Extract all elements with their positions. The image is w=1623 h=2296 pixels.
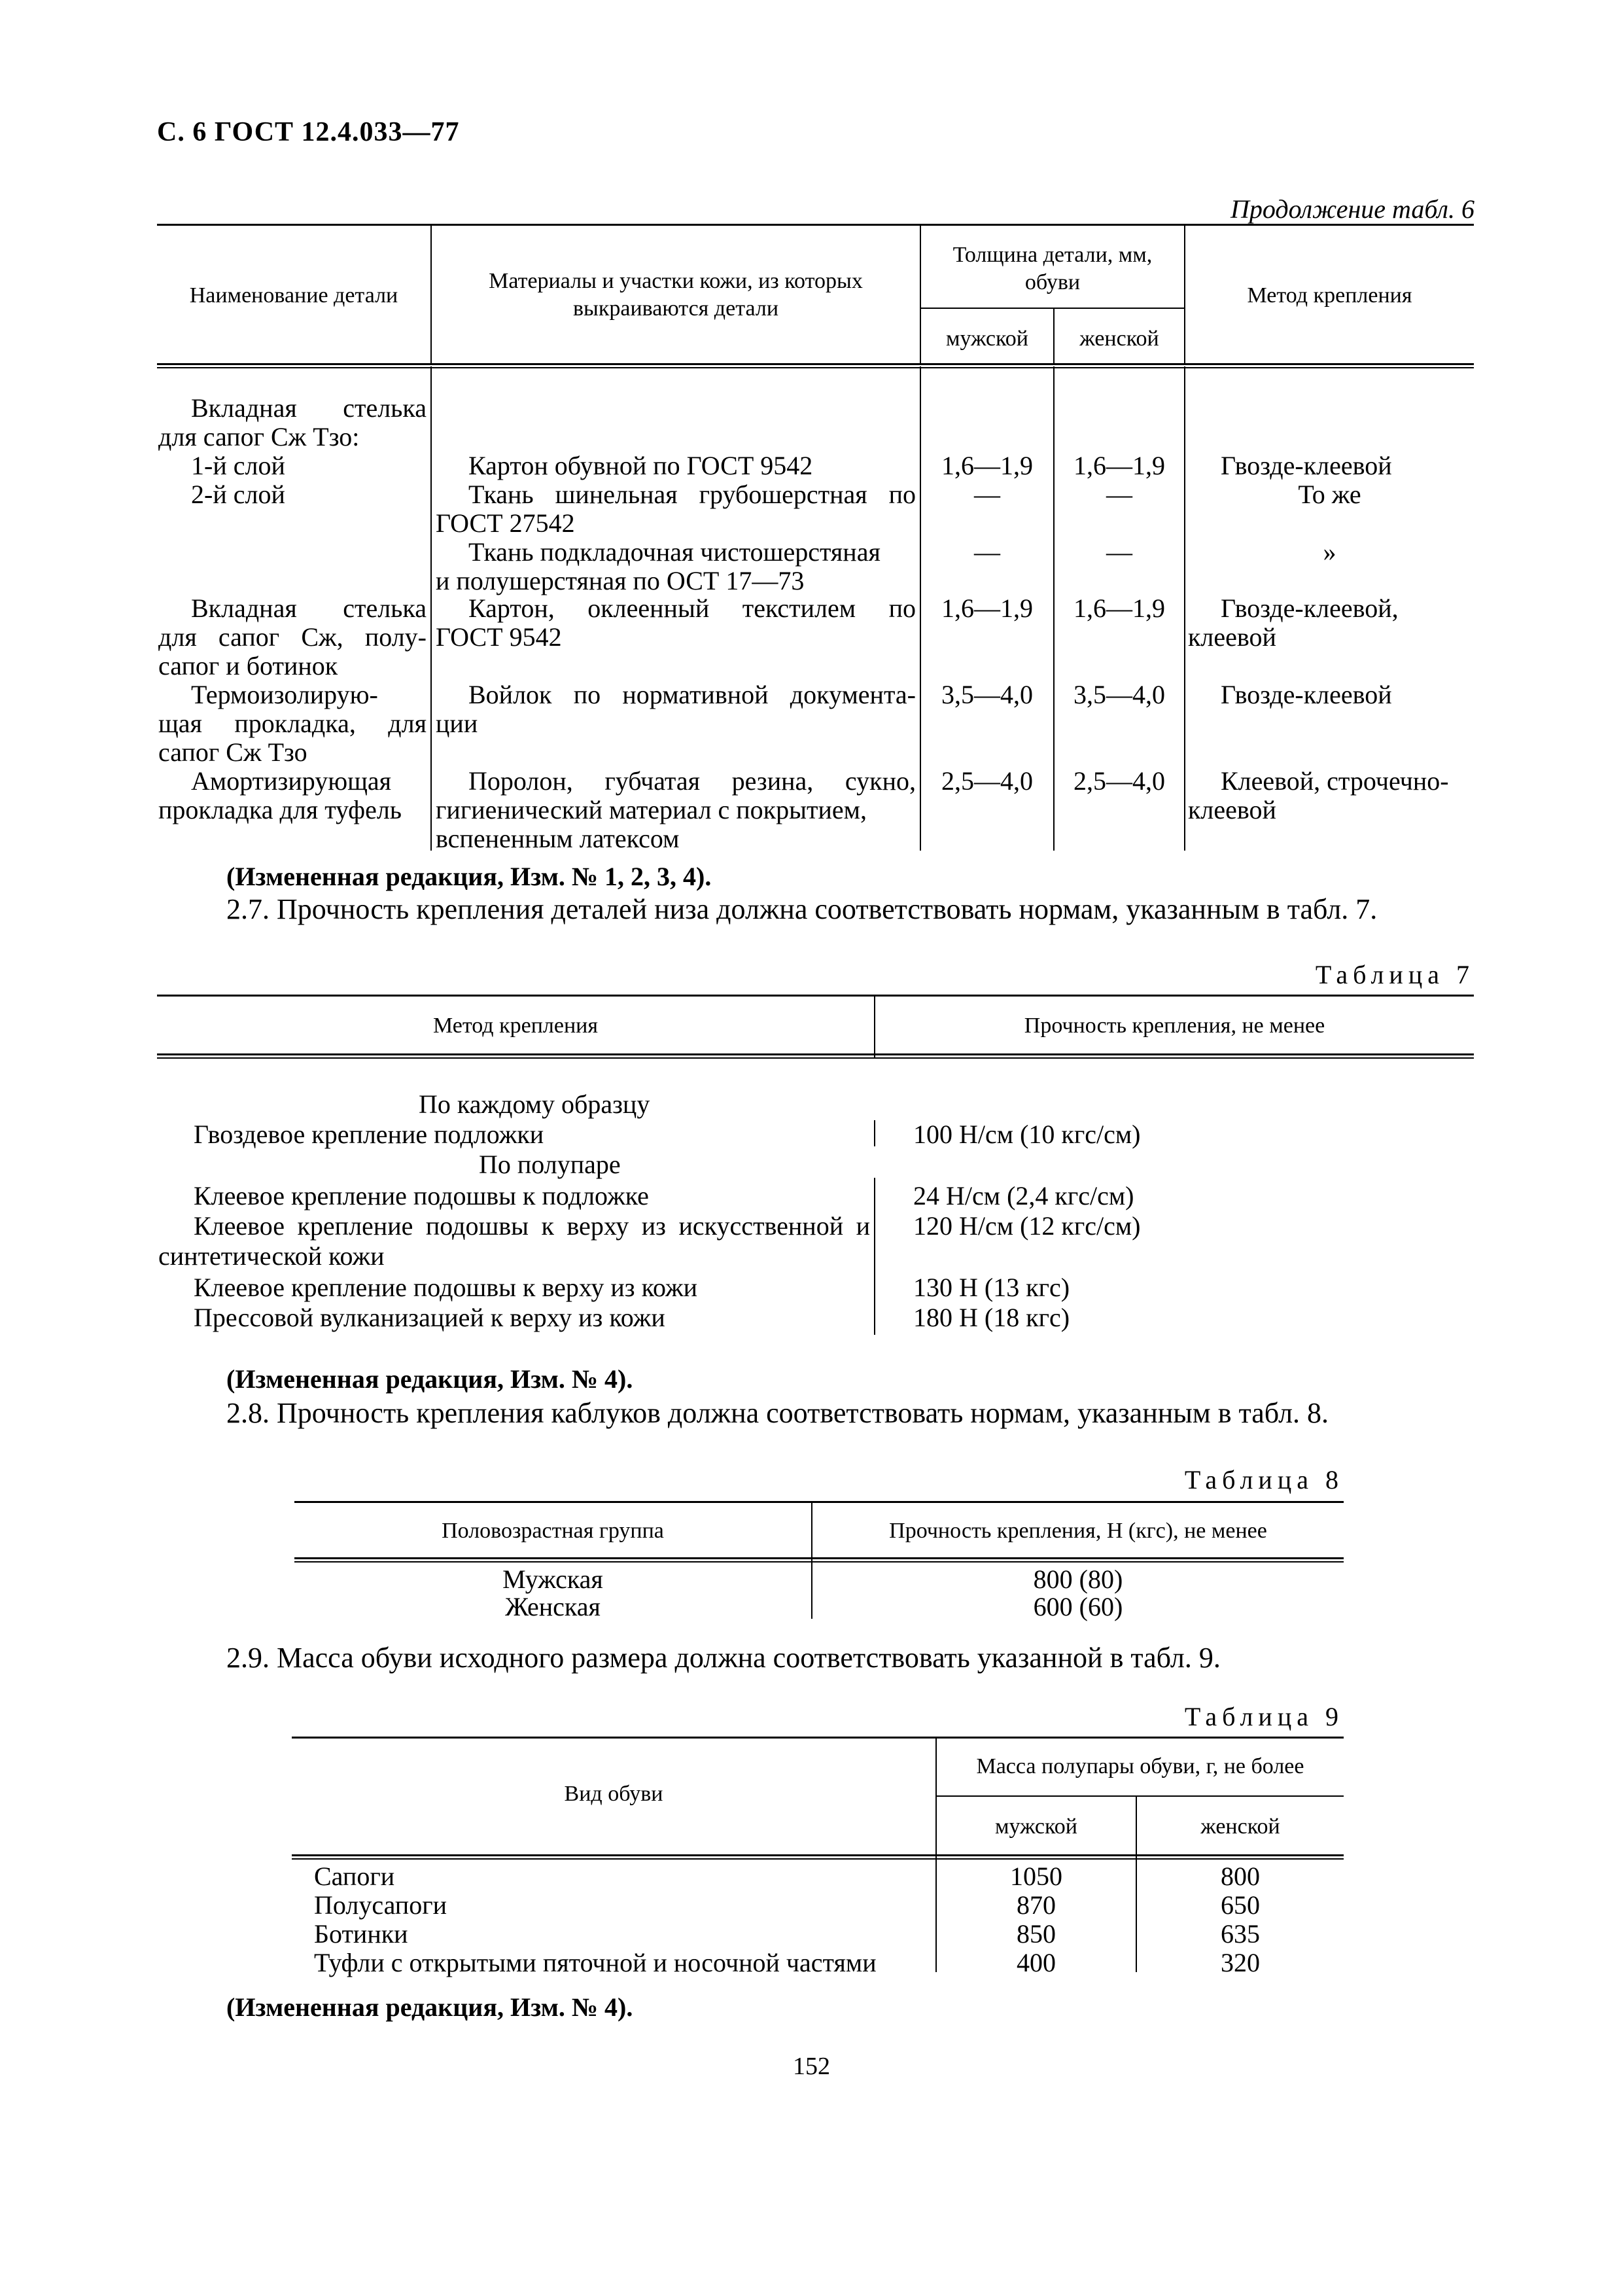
column-header: Половозрастная группа xyxy=(442,1519,664,1543)
table-cell: Клеевое крепление подошвы к подложке xyxy=(194,1181,649,1210)
column-header: Прочность крепления, не менее xyxy=(1024,1014,1325,1038)
table-cell: 800 xyxy=(1221,1862,1260,1891)
table-cell: 3,5—4,0 xyxy=(941,680,1033,709)
table-subheading: По полупаре xyxy=(479,1150,621,1179)
table-cell: Мужская xyxy=(502,1564,603,1594)
table-cell: — xyxy=(974,537,1000,567)
page-number: 152 xyxy=(793,2053,830,2080)
table-cell: — xyxy=(1106,480,1132,509)
table-cell: 870 xyxy=(1017,1890,1056,1920)
column-header: мужской xyxy=(994,1814,1078,1839)
table-cell: Сапоги xyxy=(314,1862,395,1891)
table-cell: Амортизирующая xyxy=(191,766,392,796)
table-cell: 24 Н/см (2,4 кгс/см) xyxy=(913,1181,1134,1210)
amendment-note: (Измененная редакция, Изм. № 4). xyxy=(226,1364,633,1394)
table-cell: Гвоздевое крепление подложки xyxy=(194,1120,544,1149)
table-cell: 2,5—4,0 xyxy=(1073,766,1165,796)
column-header: Прочность крепления, Н (кгс), не менее xyxy=(889,1519,1267,1543)
column-header: выкраиваются детали xyxy=(572,296,779,321)
table-caption: Таблица 7 xyxy=(1315,960,1475,989)
table-6-top-rule xyxy=(157,224,1474,226)
table-cell: Клеевое крепление подошвы к верху из кожи xyxy=(194,1273,698,1302)
table-cell: 2,5—4,0 xyxy=(941,766,1033,796)
table-cell: 800 (80) xyxy=(1033,1564,1123,1594)
column-header: женской xyxy=(1200,1814,1280,1839)
table-cell: 3,5—4,0 xyxy=(1073,680,1165,709)
table-cell: 635 xyxy=(1221,1919,1260,1949)
table-cell: Термоизолирую- xyxy=(191,680,378,709)
table-6-header-rule xyxy=(157,363,1474,365)
table-cell: Войлок по нормативной документа- xyxy=(468,680,916,709)
table-cell: Картон обувной по ГОСТ 9542 xyxy=(468,451,813,480)
table-cell: синтетической кожи xyxy=(158,1241,385,1271)
column-header: женской xyxy=(1079,327,1159,351)
table-cell: Гвозде-клеевой xyxy=(1221,680,1392,709)
table-cell: сапог и ботинок xyxy=(158,651,338,680)
table-cell: Прессовой вулканизацией к верху из кожи xyxy=(194,1303,665,1332)
table-cell: 130 Н (13 кгс) xyxy=(913,1273,1070,1302)
table-cell: ГОСТ 27542 xyxy=(436,508,575,538)
table-cell: 650 xyxy=(1221,1890,1260,1920)
table-cell: 1,6—1,9 xyxy=(941,451,1033,480)
table-cell: 1,6—1,9 xyxy=(941,593,1033,623)
table-cell: 1,6—1,9 xyxy=(1073,593,1165,623)
table-cell: Ткань шинельная грубошерстная по xyxy=(468,480,916,509)
table-cell: клеевой xyxy=(1188,622,1276,652)
table-caption: Таблица 8 xyxy=(1184,1465,1344,1494)
table-6-vline xyxy=(430,224,432,365)
table-9-subheader-rule xyxy=(935,1795,1344,1797)
paragraph-2-8: 2.8. Прочность крепления каблуков должна соответствовать нормам, указанным в табл. 8. xyxy=(226,1397,1329,1429)
table-cell: щая прокладка, для xyxy=(158,709,427,738)
table-cell: 100 Н/см (10 кгс/см) xyxy=(913,1120,1141,1149)
table-cell: для сапог Сж Тзо: xyxy=(158,422,360,451)
column-header: Материалы и участки кожи, из которых xyxy=(489,269,863,293)
table-cell: 1-й слой xyxy=(191,451,285,480)
table-cell: 180 Н (18 кгс) xyxy=(913,1303,1070,1332)
table-6-header-rule-2 xyxy=(157,367,1474,368)
table-8-header-rule-2 xyxy=(294,1561,1344,1563)
table-cell: 1050 xyxy=(1010,1862,1062,1891)
table-cell: прокладка для туфель xyxy=(158,795,402,824)
table-8-top-rule xyxy=(294,1501,1344,1503)
table-cell: 600 (60) xyxy=(1033,1592,1123,1621)
amendment-note: (Измененная редакция, Изм. № 1, 2, 3, 4). xyxy=(226,862,712,891)
table-cell: Вкладная стелька xyxy=(191,393,427,423)
table-9-header-rule xyxy=(292,1854,1344,1856)
table-cell: Полусапоги xyxy=(314,1890,447,1920)
table-7-vline xyxy=(874,1120,875,1146)
table-7-header-rule xyxy=(157,1053,1474,1055)
table-cell: 400 xyxy=(1017,1948,1056,1977)
table-cell: вспененным латексом xyxy=(436,824,680,853)
table-cell: сапог Сж Тзо xyxy=(158,737,307,767)
table-cell: Поролон, губчатая резина, сукно, xyxy=(468,766,916,796)
column-header: обуви xyxy=(1024,270,1081,294)
table-cell: для сапог Сж, полу- xyxy=(158,622,427,652)
column-header: Вид обуви xyxy=(564,1782,663,1806)
table-7-header-rule-2 xyxy=(157,1057,1474,1059)
column-header: мужской xyxy=(945,327,1029,351)
table-cell: 320 xyxy=(1221,1948,1260,1977)
table-cell: ГОСТ 9542 xyxy=(436,622,562,652)
column-header: Масса полупары обуви, г, не более xyxy=(976,1754,1304,1778)
table-cell: То же xyxy=(1298,480,1361,509)
table-subheading: По каждому образцу xyxy=(419,1089,650,1119)
table-cell: Клеевое крепление подошвы к верху из искусственной и xyxy=(194,1211,870,1241)
table-7-top-rule xyxy=(157,995,1474,997)
table-cell: Картон, оклеенный текстилем по xyxy=(468,593,916,623)
page-header: С. 6 ГОСТ 12.4.033—77 xyxy=(157,117,460,147)
table-cell: 1,6—1,9 xyxy=(1073,451,1165,480)
table-cell: и полушерстяная по ОСТ 17—73 xyxy=(436,566,805,595)
column-header: Наименование детали xyxy=(189,283,398,308)
column-header: Метод крепления xyxy=(1247,283,1412,308)
table-cell: 850 xyxy=(1017,1919,1056,1949)
table-6-vline xyxy=(1184,366,1185,851)
table-cell: клеевой xyxy=(1188,795,1276,824)
table-cell: Гвозде-клеевой, xyxy=(1221,593,1399,623)
table-cell: » xyxy=(1323,537,1336,567)
table-9-header-rule-2 xyxy=(292,1858,1344,1860)
table-continuation-label: Продолжение табл. 6 xyxy=(1230,194,1475,224)
table-cell: Ткань подкладочная чистошерстяная xyxy=(468,537,881,567)
table-cell: Гвозде-клеевой xyxy=(1221,451,1392,480)
paragraph-2-7: 2.7. Прочность крепления деталей низа должна соответствовать нормам, указанным в табл. 7. xyxy=(226,893,1378,925)
amendment-note: (Измененная редакция, Изм. № 4). xyxy=(226,1992,633,2022)
paragraph-2-9: 2.9. Масса обуви исходного размера должна соответствовать указанной в табл. 9. xyxy=(226,1642,1221,1674)
table-caption: Таблица 9 xyxy=(1184,1702,1344,1731)
table-cell: Клеевой, строчечно- xyxy=(1221,766,1449,796)
table-cell: 120 Н/см (12 кгс/см) xyxy=(913,1211,1141,1241)
table-cell: Женская xyxy=(505,1592,601,1621)
column-header: Толщина детали, мм, xyxy=(952,243,1153,267)
table-cell: ции xyxy=(436,709,478,738)
table-cell: Туфли с открытыми пяточной и носочной частями xyxy=(314,1948,877,1977)
table-9-top-rule xyxy=(292,1737,1344,1739)
table-7-vline xyxy=(874,1178,875,1335)
table-cell: Вкладная стелька xyxy=(191,593,427,623)
table-8-header-rule xyxy=(294,1557,1344,1559)
table-cell: — xyxy=(974,480,1000,509)
table-cell: 2-й слой xyxy=(191,480,285,509)
table-cell: Ботинки xyxy=(314,1919,408,1949)
table-6-subheader-rule xyxy=(920,308,1185,309)
table-cell: — xyxy=(1106,537,1132,567)
column-header: Метод крепления xyxy=(433,1014,598,1038)
table-cell: гигиенический материал с покрытием, xyxy=(436,795,867,824)
table-6-vline xyxy=(430,366,432,851)
